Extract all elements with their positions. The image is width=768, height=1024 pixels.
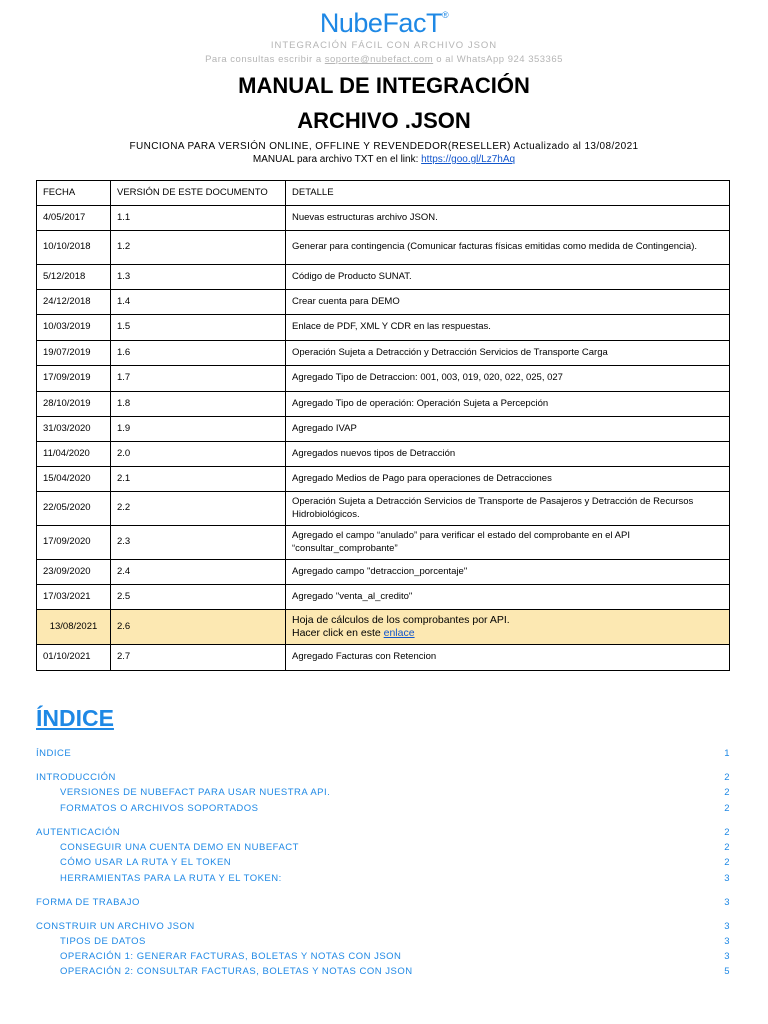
toc-entry-label: CONSEGUIR UNA CUENTA DEMO EN NUBEFACT — [60, 842, 299, 853]
cell-fecha: 17/09/2020 — [37, 526, 111, 560]
toc-entry-page: 3 — [724, 873, 730, 884]
version-note: FUNCIONA PARA VERSIÓN ONLINE, OFFLINE Y REVENDEDOR(RESELLER) Actualizado al 13/08/2021 — [129, 141, 639, 152]
cell-detalle: Agregado el campo “anulado” para verificar el estado del comprobante en el API “consultar_comprobante” — [286, 526, 730, 560]
toc-entry-label: HERRAMIENTAS PARA LA RUTA Y EL TOKEN: — [60, 873, 282, 884]
cell-fecha: 01/10/2021 — [37, 645, 111, 671]
manual-title: MANUAL DE INTEGRACIÓN — [238, 73, 530, 98]
cell-version: 2.1 — [111, 467, 286, 492]
column-header: FECHA — [37, 181, 111, 206]
cell-fecha: 13/08/2021 — [37, 610, 111, 645]
table-header-row — [37, 181, 730, 206]
toc-entry-page: 3 — [724, 897, 730, 908]
table-row — [37, 645, 730, 671]
cell-detalle: Agregado IVAP — [286, 417, 730, 442]
cell-version: 2.3 — [111, 526, 286, 560]
indice-heading[interactable]: ÍNDICE — [36, 705, 114, 731]
toc-entry-page: 2 — [724, 803, 730, 814]
toc-entry-label: OPERACIÓN 2: CONSULTAR FACTURAS, BOLETAS Y NOTAS CON JSON — [60, 966, 413, 977]
toc-entry[interactable] — [60, 966, 730, 978]
toc-entry[interactable] — [60, 873, 730, 885]
column-header: DETALLE — [286, 181, 730, 206]
cell-detalle: Enlace de PDF, XML Y CDR en las respuestas. — [286, 315, 730, 341]
cell-version: 1.4 — [111, 290, 286, 315]
tagline: INTEGRACIÓN FÁCIL CON ARCHIVO JSON — [270, 40, 498, 51]
toc-entry-page: 2 — [724, 772, 730, 783]
manual-subtitle-json: ARCHIVO .JSON — [297, 108, 471, 133]
table-row — [37, 610, 730, 645]
toc-entry-page: 3 — [724, 951, 730, 962]
cell-detalle: Crear cuenta para DEMO — [286, 290, 730, 315]
contact-line: Para consultas escribir a soporte@nubefact.com o al WhatsApp 924 353365 — [205, 54, 563, 65]
toc-entry-label: FORMATOS O ARCHIVOS SOPORTADOS — [60, 803, 259, 814]
toc-entry-page: 2 — [724, 842, 730, 853]
cell-fecha: 19/07/2019 — [37, 341, 111, 366]
cell-fecha: 15/04/2020 — [37, 467, 111, 492]
cell-fecha: 4/05/2017 — [37, 206, 111, 231]
toc-entry[interactable] — [36, 921, 730, 933]
toc-entry-page: 3 — [724, 921, 730, 932]
cell-fecha: 17/03/2021 — [37, 585, 111, 610]
cell-fecha: 17/09/2019 — [37, 366, 111, 392]
cell-version: 1.5 — [111, 315, 286, 341]
table-row — [37, 206, 730, 231]
toc-entry[interactable] — [36, 748, 730, 760]
cell-fecha: 28/10/2019 — [37, 392, 111, 417]
table-row — [37, 265, 730, 290]
cell-version: 1.3 — [111, 265, 286, 290]
cell-version: 1.6 — [111, 341, 286, 366]
table-row — [37, 366, 730, 392]
cell-fecha: 5/12/2018 — [37, 265, 111, 290]
toc-entry-label: OPERACIÓN 1: GENERAR FACTURAS, BOLETAS Y NOTAS CON JSON — [60, 951, 402, 962]
table-row — [37, 467, 730, 492]
cell-detalle: Agregados nuevos tipos de Detracción — [286, 442, 730, 467]
cell-fecha: 23/09/2020 — [37, 560, 111, 585]
toc-entry[interactable] — [60, 936, 730, 948]
cell-fecha: 24/12/2018 — [37, 290, 111, 315]
cell-version: 1.9 — [111, 417, 286, 442]
toc-entry[interactable] — [60, 951, 730, 963]
cell-version: 2.2 — [111, 492, 286, 526]
toc-entry-label: CONSTRUIR UN ARCHIVO JSON — [36, 921, 195, 932]
table-row — [37, 392, 730, 417]
cell-detalle: Agregado campo "detraccion_porcentaje" — [286, 560, 730, 585]
toc-entry-page: 3 — [724, 936, 730, 947]
table-row — [37, 341, 730, 366]
support-email-link[interactable]: soporte@nubefact.com — [324, 54, 434, 65]
table-row — [37, 290, 730, 315]
toc-entry[interactable] — [36, 897, 730, 909]
cell-detalle: Nuevas estructuras archivo JSON. — [286, 206, 730, 231]
cell-version: 2.6 — [111, 610, 286, 645]
cell-fecha: 10/03/2019 — [37, 315, 111, 341]
cell-fecha: 11/04/2020 — [37, 442, 111, 467]
spreadsheet-link[interactable]: enlace — [383, 627, 415, 639]
version-history-table — [36, 180, 730, 671]
cell-fecha: 31/03/2020 — [37, 417, 111, 442]
toc-entry-label: FORMA DE TRABAJO — [36, 897, 140, 908]
toc-entry[interactable] — [60, 803, 730, 815]
toc-entry[interactable] — [36, 772, 730, 784]
cell-version: 2.4 — [111, 560, 286, 585]
table-row — [37, 442, 730, 467]
table-row — [37, 315, 730, 341]
cell-version: 1.1 — [111, 206, 286, 231]
column-header: VERSIÓN DE ESTE DOCUMENTO — [111, 181, 286, 206]
table-row — [37, 231, 730, 265]
cell-detalle: Agregado "venta_al_credito" — [286, 585, 730, 610]
toc-entry-label: INTRODUCCIÓN — [36, 772, 116, 783]
cell-detalle: Operación Sujeta a Detracción y Detracción Servicios de Transporte Carga — [286, 341, 730, 366]
cell-fecha: 22/05/2020 — [37, 492, 111, 526]
toc-entry-label: AUTENTICACIÓN — [36, 827, 121, 838]
cell-detalle: Hoja de cálculos de los comprobantes por API. Hacer click en este enlace — [286, 610, 730, 645]
cell-detalle: Generar para contingencia (Comunicar facturas físicas emitidas como medida de Contingencia). — [286, 231, 730, 265]
cell-version: 2.5 — [111, 585, 286, 610]
cell-version: 1.7 — [111, 366, 286, 392]
toc-entry-page: 2 — [724, 787, 730, 798]
txt-manual-line: MANUAL para archivo TXT en el link: https://goo.gl/Lz7hAq — [252, 154, 516, 165]
toc-entry-page: 2 — [724, 857, 730, 868]
cell-version: 2.0 — [111, 442, 286, 467]
cell-detalle: Código de Producto SUNAT. — [286, 265, 730, 290]
cell-detalle: Agregado Tipo de Detraccion: 001, 003, 019, 020, 022, 025, 027 — [286, 366, 730, 392]
toc-entry-page: 2 — [724, 827, 730, 838]
table-row — [37, 417, 730, 442]
toc-entry-label: ÍNDICE — [36, 748, 72, 759]
toc-entry-page: 1 — [724, 748, 730, 759]
cell-fecha: 10/10/2018 — [37, 231, 111, 265]
toc-entry[interactable] — [60, 857, 730, 869]
table-row — [37, 526, 730, 560]
cell-version: 1.2 — [111, 231, 286, 265]
table-row — [37, 492, 730, 526]
cell-version: 2.7 — [111, 645, 286, 671]
cell-detalle: Operación Sujeta a Detracción Servicios de Transporte de Pasajeros y Detracción de Recursos Hidrobiológicos. — [286, 492, 730, 526]
cell-version: 1.8 — [111, 392, 286, 417]
cell-detalle: Agregado Tipo de operación: Operación Sujeta a Percepción — [286, 392, 730, 417]
table-row — [37, 560, 730, 585]
toc-entry[interactable] — [36, 827, 730, 839]
toc-entry-label: CÓMO USAR LA RUTA Y EL TOKEN — [60, 857, 232, 868]
toc-entry-label: TIPOS DE DATOS — [60, 936, 146, 947]
cell-detalle: Agregado Facturas con Retencion — [286, 645, 730, 671]
toc-entry[interactable] — [60, 842, 730, 854]
toc-entry[interactable] — [60, 787, 730, 799]
toc-entry-label: VERSIONES DE NUBEFACT PARA USAR NUESTRA API. — [60, 787, 331, 798]
cell-detalle: Agregado Medios de Pago para operaciones de Detracciones — [286, 467, 730, 492]
nubefact-logo: NubeFacT® — [319, 8, 449, 38]
txt-manual-link[interactable]: https://goo.gl/Lz7hAq — [421, 154, 516, 165]
table-row — [37, 585, 730, 610]
toc-entry-page: 5 — [724, 966, 730, 977]
